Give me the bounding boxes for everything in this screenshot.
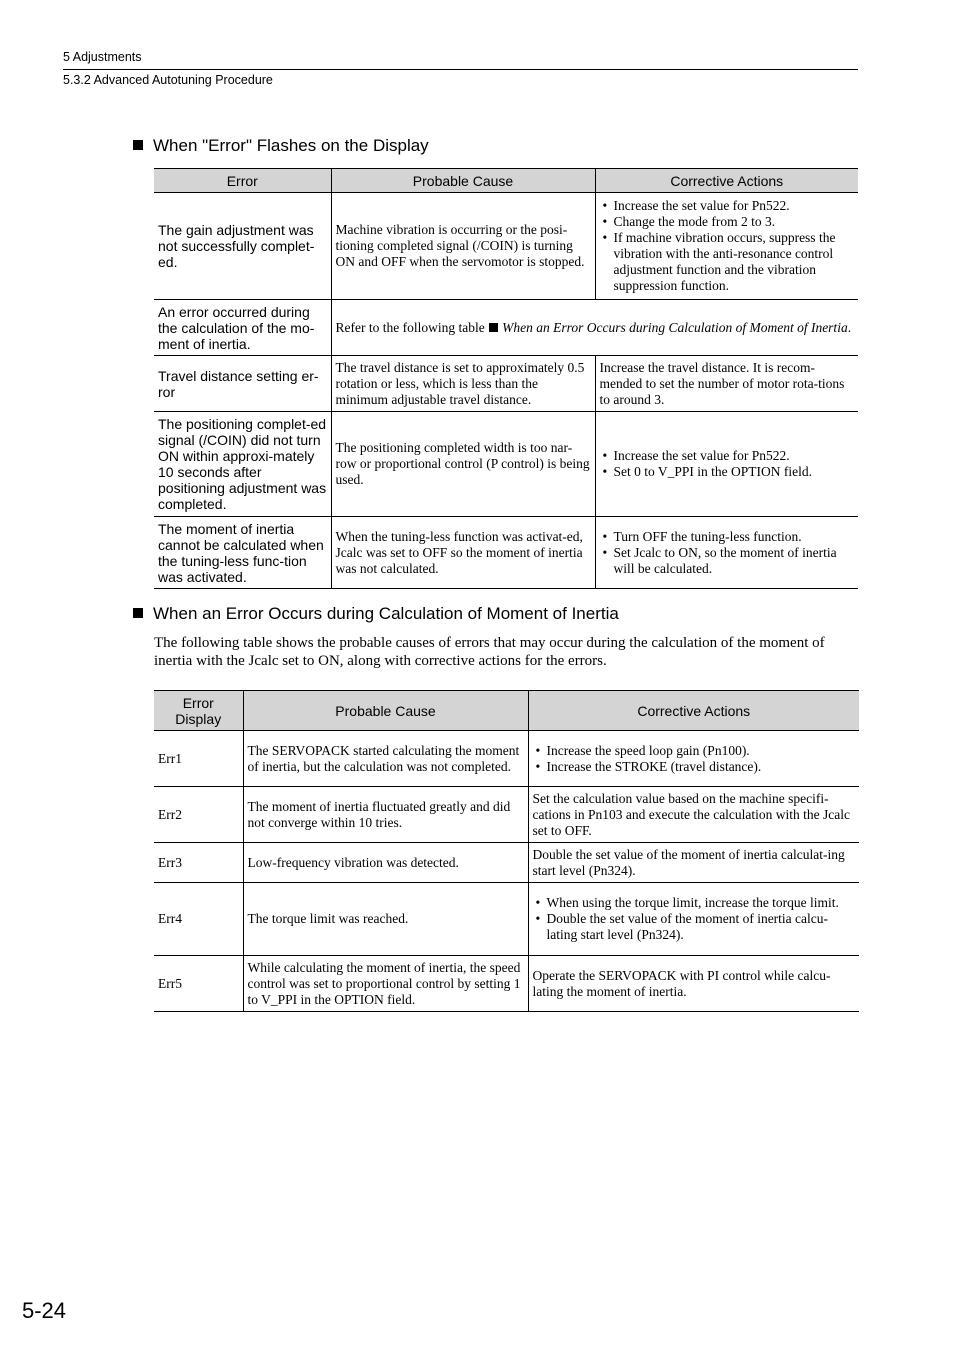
cause-cell: Low-frequency vibration was detected. [243, 843, 528, 883]
error-cell: An error occurred during the calculation of the mo-ment of inertia. [154, 300, 331, 356]
actions-cell: Operate the SERVOPACK with PI control while calcu-lating the moment of inertia. [528, 956, 859, 1012]
table-row [154, 356, 858, 412]
square-bullet-icon [133, 608, 143, 618]
header-rule [63, 69, 858, 70]
cause-cell: The torque limit was reached. [243, 883, 528, 956]
table-row [154, 843, 859, 883]
actions-cell: Set the calculation value based on the machine specifi-cations in Pn103 and execute the calculation with the Jcalc set to OFF. [528, 787, 859, 843]
cause-cell: Machine vibration is occurring or the posi-tioning completed signal (/COIN) is turning ON and OFF when the servomotor is stopped. [331, 193, 595, 300]
cross-reference-link[interactable]: When an Error Occurs during Calculation of Moment of Inertia [502, 319, 848, 335]
column-header-actions: Corrective Actions [528, 691, 859, 731]
section2-heading [133, 604, 619, 624]
list-item: • Increase the speed loop gain (Pn100). [533, 743, 856, 759]
section1-heading-text: When "Error" Flashes on the Display [153, 136, 429, 155]
column-header-error-display: Error Display [154, 691, 243, 731]
actions-cell: Double the set value of the moment of inertia calculat-ing start level (Pn324). [528, 843, 859, 883]
list-item: • Increase the set value for Pn522. [600, 448, 855, 464]
page-number: 5-24 [22, 1298, 67, 1323]
error-code-cell: Err3 [154, 843, 243, 883]
error-cell: The gain adjustment was not successfully complet-ed. [154, 193, 331, 300]
section2-intro: The following table shows the probable causes of errors that may occur during the calculation of the moment of inertia with the Jcalc set to ON, along with corrective actions for the errors. [154, 635, 825, 669]
column-header-error: Error [154, 169, 331, 193]
column-header-actions: Corrective Actions [595, 169, 858, 193]
list-item: • If machine vibration occurs, suppress the vibration with the anti-resonance control adjustment function and the vibration suppression function. [600, 230, 855, 294]
actions-cell [528, 883, 859, 956]
error-cell: The moment of inertia cannot be calculated when the tuning-less func-tion was activated. [154, 517, 331, 589]
list-item: • Change the mode from 2 to 3. [600, 214, 855, 230]
error-cell: The positioning complet-ed signal (/COIN) did not turn ON within approxi-mately 10 seconds after positioning adjustment was completed. [154, 412, 331, 517]
error-code-cell: Err2 [154, 787, 243, 843]
table-row [154, 883, 859, 956]
list-item: • Turn OFF the tuning-less function. [600, 529, 855, 545]
actions-cell [595, 517, 858, 589]
actions-cell [595, 412, 858, 517]
column-header-cause: Probable Cause [331, 169, 595, 193]
actions-cell [595, 193, 858, 300]
table-row [154, 787, 859, 843]
error-display-table [154, 168, 858, 589]
square-bullet-icon [133, 140, 143, 150]
cause-cell: When the tuning-less function was activat-ed, Jcalc was set to OFF so the moment of inertia was not calculated. [331, 517, 595, 589]
table-header-row [154, 169, 858, 193]
refer-cell [331, 300, 858, 356]
table-row [154, 193, 858, 300]
table-row [154, 956, 859, 1012]
error-code-cell: Err5 [154, 956, 243, 1012]
inertia-error-table [154, 690, 859, 1012]
section2-heading-text: When an Error Occurs during Calculation of Moment of Inertia [153, 604, 619, 623]
table-row [154, 300, 858, 356]
chapter-header: 5 Adjustments [63, 50, 142, 64]
list-item: • Set 0 to V_PPI in the OPTION field. [600, 464, 855, 480]
cause-cell: The positioning completed width is too nar-row or proportional control (P control) is being used. [331, 412, 595, 517]
section1-heading [133, 136, 429, 156]
list-item: • Increase the STROKE (travel distance). [533, 759, 856, 775]
actions-cell: Increase the travel distance. It is recom-mended to set the number of motor rota-tions to around 3. [595, 356, 858, 412]
cause-cell: The travel distance is set to approximately 0.5 rotation or less, which is less than the minimum adjustable travel distance. [331, 356, 595, 412]
actions-cell [528, 731, 859, 787]
list-item: • Set Jcalc to ON, so the moment of inertia will be calculated. [600, 545, 855, 577]
error-cell: Travel distance setting er-ror [154, 356, 331, 412]
error-code-cell: Err4 [154, 883, 243, 956]
refer-text: Refer to the following table [335, 319, 489, 335]
cause-cell: The moment of inertia fluctuated greatly and did not converge within 10 tries. [243, 787, 528, 843]
table-row [154, 517, 858, 589]
section-header: 5.3.2 Advanced Autotuning Procedure [63, 73, 273, 87]
list-item: • When using the torque limit, increase the torque limit. [533, 895, 856, 911]
square-bullet-icon [489, 323, 498, 332]
column-header-cause: Probable Cause [243, 691, 528, 731]
table-row [154, 731, 859, 787]
table-header-row [154, 691, 859, 731]
cause-cell: While calculating the moment of inertia, the speed control was set to proportional control by setting 1 to V_PPI in the OPTION field. [243, 956, 528, 1012]
error-code-cell: Err1 [154, 731, 243, 787]
cause-cell: The SERVOPACK started calculating the moment of inertia, but the calculation was not completed. [243, 731, 528, 787]
refer-suffix: . [847, 319, 852, 335]
list-item: • Increase the set value for Pn522. [600, 198, 855, 214]
table-row [154, 412, 858, 517]
list-item: • Double the set value of the moment of inertia calcu-lating start level (Pn324). [533, 911, 856, 943]
